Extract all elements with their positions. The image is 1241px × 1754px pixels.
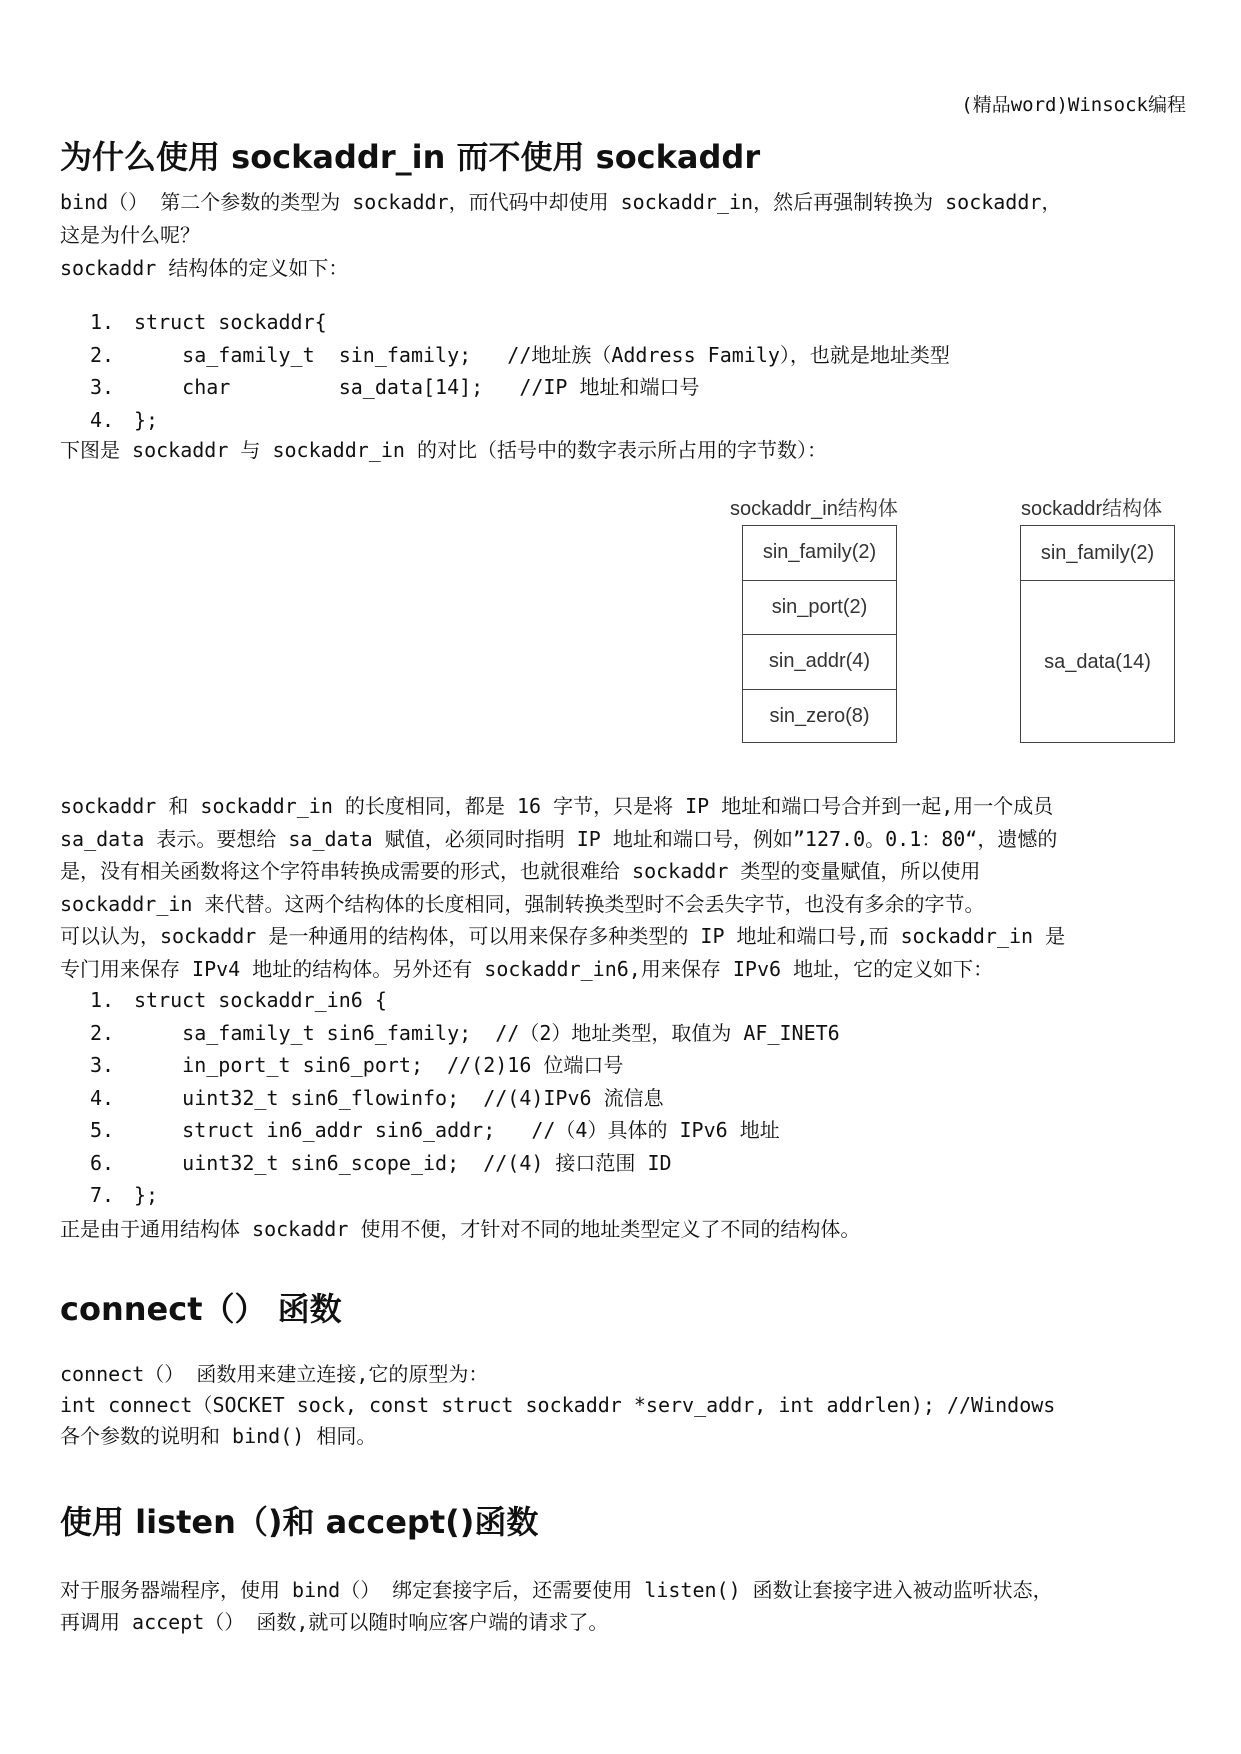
code-line xyxy=(90,984,840,1017)
paragraph-comparison: 下图是 sockaddr 与 sockaddr_in 的对比（括号中的数字表示所占用的字节数）： xyxy=(60,438,827,462)
line-number: 6. xyxy=(90,1150,115,1175)
code-line xyxy=(90,1147,840,1180)
line-number: 2. xyxy=(90,342,115,367)
field-sin-family: sin_family(2) xyxy=(1021,526,1174,581)
line-number: 3. xyxy=(90,1053,115,1077)
text-line: 这是为什么呢？ xyxy=(60,223,200,247)
section-title-listen-accept: 使用 listen（)和 accept()函数 xyxy=(60,1503,539,1541)
paragraph-intro xyxy=(60,186,1061,285)
line-number: 1. xyxy=(90,988,115,1012)
section-title-connect: connect（） 函数 xyxy=(60,1290,342,1328)
line-number: 3. xyxy=(90,375,115,399)
line-number: 1. xyxy=(90,310,115,334)
code-text: in_port_t sin6_port; //(2)16 位端口号 xyxy=(134,1053,624,1077)
code-text: struct sockaddr{ xyxy=(134,310,327,334)
line-number: 7. xyxy=(90,1183,115,1207)
line-number: 4. xyxy=(90,407,115,432)
text-line: sockaddr 结构体的定义如下： xyxy=(60,256,349,280)
code-text: sa_family_t sin_family; //地址族（Address Family），也就是地址类型 xyxy=(134,342,950,367)
code-block-sockaddr xyxy=(90,306,950,436)
code-line xyxy=(90,1049,840,1082)
code-text: }; xyxy=(134,1183,159,1207)
text-line: 专门用来保存 IPv4 地址的结构体。另外还有 sockaddr_in6,用来保存 IPv6 地址，它的定义如下： xyxy=(60,956,994,981)
code-text: uint32_t sin6_flowinfo; //(4)IPv6 流信息 xyxy=(134,1085,664,1110)
field-sin-zero: sin_zero(8) xyxy=(769,705,870,728)
section-title-sockaddr: 为什么使用 sockaddr_in 而不使用 sockaddr xyxy=(60,138,761,176)
code-line xyxy=(90,1179,840,1212)
paragraph-explanation xyxy=(60,790,1065,985)
sockaddr-in-box xyxy=(742,525,897,743)
code-text: char sa_data[14]; //IP 地址和端口号 xyxy=(134,375,700,399)
line-number: 5. xyxy=(90,1118,115,1142)
code-line xyxy=(90,306,950,339)
text-line: 对于服务器端程序，使用 bind（） 绑定套接字后，还需要使用 listen() 函数让套接字进入被动监听状态， xyxy=(60,1578,1053,1602)
code-text: struct in6_addr sin6_addr; //（4）具体的 IPv6 地址 xyxy=(134,1118,780,1142)
sockaddr-in-title: sockaddr_in结构体 xyxy=(730,498,898,520)
code-line xyxy=(90,404,950,437)
field-sin-port: sin_port(2) xyxy=(743,581,896,636)
text-line: 各个参数的说明和 bind() 相同。 xyxy=(60,1424,377,1448)
code-line xyxy=(90,1082,840,1115)
page-header: (精品word)Winsock编程 xyxy=(961,94,1186,116)
paragraph-connect xyxy=(60,1359,1055,1452)
code-text: sa_family_t sin6_family; //（2）地址类型，取值为 AF_INET6 xyxy=(134,1020,840,1045)
text-line: sockaddr 和 sockaddr_in 的长度相同，都是 16 字节，只是将 IP 地址和端口号合并到一起,用一个成员 xyxy=(60,794,1054,818)
code-line xyxy=(90,339,950,372)
text-line: bind（） 第二个参数的类型为 sockaddr，而代码中却使用 sockaddr_in，然后再强制转换为 sockaddr， xyxy=(60,190,1062,214)
field-sin-addr: sin_addr(4) xyxy=(743,635,896,690)
sockaddr-title: sockaddr结构体 xyxy=(1021,498,1163,520)
code-line xyxy=(90,1114,840,1147)
field-sin-family: sin_family(2) xyxy=(743,526,896,581)
sockaddr-box xyxy=(1020,525,1175,743)
line-number: 2. xyxy=(90,1020,115,1045)
code-text: struct sockaddr_in6 { xyxy=(134,988,387,1012)
text-line: 可以认为，sockaddr 是一种通用的结构体，可以用来保存多种类型的 IP 地址和端口号,而 sockaddr_in 是 xyxy=(60,924,1066,948)
code-line xyxy=(90,1017,840,1050)
text-line: 是，没有相关函数将这个字符串转换成需要的形式，也就很难给 sockaddr 类型的变量赋值，所以使用 xyxy=(60,859,981,883)
text-line: sa_data 表示。要想给 sa_data 赋值，必须同时指明 IP 地址和端口号，例如”127.0。0.1：80“，遗憾的 xyxy=(60,826,1058,851)
text-line: 再调用 accept（） 函数,就可以随时响应客户端的请求了。 xyxy=(60,1610,609,1634)
code-text: uint32_t sin6_scope_id; //(4) 接口范围 ID xyxy=(134,1150,672,1175)
paragraph-listen-accept xyxy=(60,1574,1053,1638)
field-sa-data: sa_data(14) xyxy=(1044,651,1151,673)
code-text: }; xyxy=(134,407,159,432)
paragraph-conclusion: 正是由于通用结构体 sockaddr 使用不便，才针对不同的地址类型定义了不同的结构体。 xyxy=(60,1217,861,1241)
text-line: sockaddr_in 来代替。这两个结构体的长度相同，强制转换类型时不会丢失字节，也没有多余的字节。 xyxy=(60,891,985,916)
line-number: 4. xyxy=(90,1085,115,1110)
code-block-sockaddr-in6 xyxy=(90,984,840,1212)
text-line: connect（） 函数用来建立连接,它的原型为： xyxy=(60,1362,489,1386)
text-line: int connect（SOCKET sock, const struct sockaddr *serv_addr, int addrlen); //Windows xyxy=(60,1393,1056,1417)
code-line xyxy=(90,371,950,404)
